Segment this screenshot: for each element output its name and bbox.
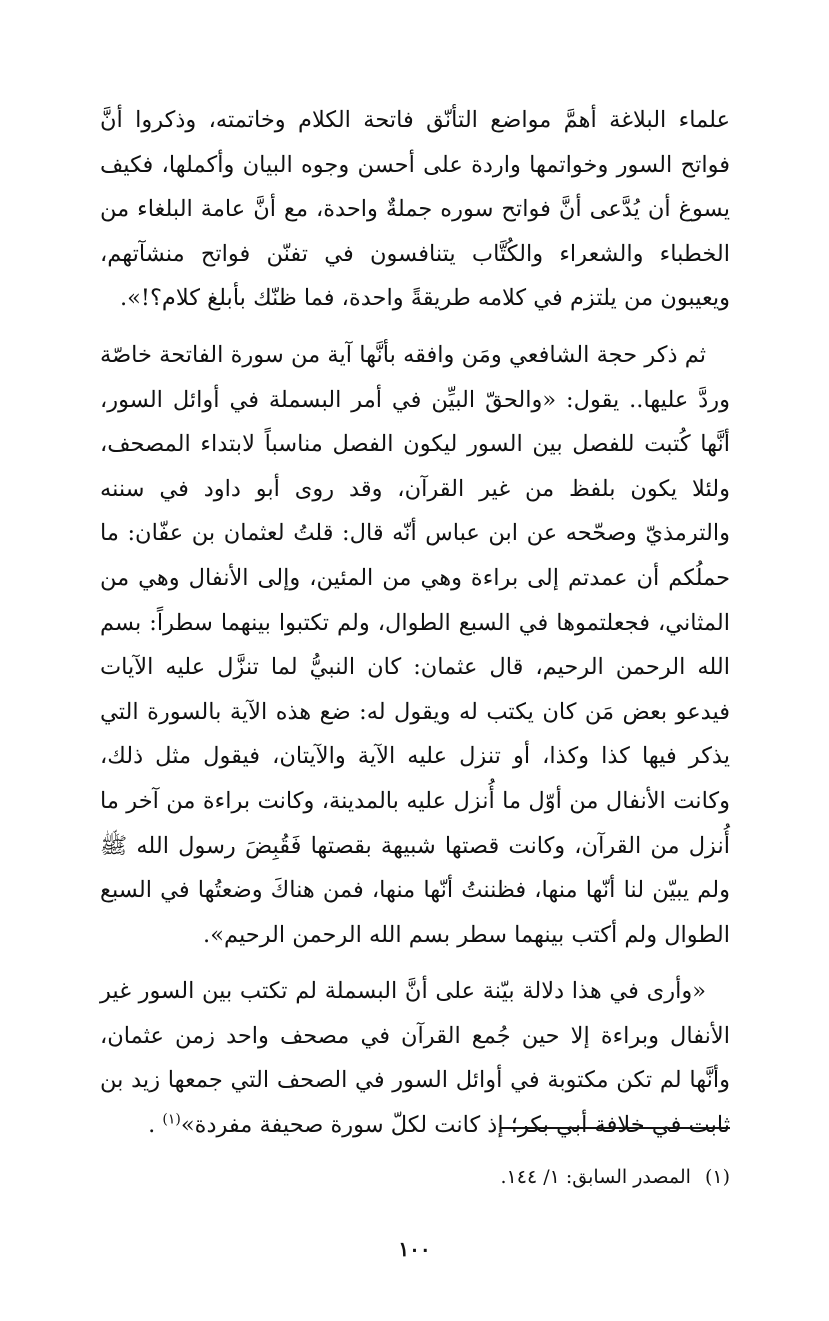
footnote <box>100 1162 730 1192</box>
main-text-block <box>100 98 730 1160</box>
paragraph-3-text: «وأرى في هذا دلالة بيّنة على أنَّ البسملة لم تكتب بين السور غير الأنفال وبراءة إلا حين جُمع القرآن في مصحف واحد زمن عثمان، وأنَّها لم تكن مكتوبة في أوائل السور في الصحف التي جمعها زيد بن ثابت في خلافة أبي بكر؛ إذ كانت لكلّ سورة صحيفة مفردة» <box>100 978 730 1139</box>
paragraph-continuation <box>100 98 730 321</box>
paragraph-1-text: علماء البلاغة أهمَّ مواضع التأنّق فاتحة الكلام وخاتمته، وذكروا أنَّ فواتح السور وخواتمها واردة على أحسن وجوه البيان وأكملها، فكيف يسوغ أن يُدَّعى أنَّ فواتح سوره جملةٌ واحدة، مع أنَّ عامة البلغاء من الخطباء والشعراء والكُتَّاب يتنافسون في تفنّن فواتح منشآتهم، ويعيبون من يلتزم في كلامه طريقةً واحدة، فما ظنّك بأبلغ كلام؟!». <box>100 107 730 312</box>
paragraph-shafii-argument <box>100 333 730 957</box>
footnote-separator <box>500 1127 730 1129</box>
footnote-reference: (١) <box>162 1111 181 1128</box>
paragraph-2-text: ثم ذكر حجة الشافعي ومَن وافقه بأنَّها آية من سورة الفاتحة خاصّة وردَّ عليها.. يقول: «والحقّ البيِّن في أمر البسملة في أوائل السور، أنَّها كُتبت للفصل بين السور ليكون الفصل مناسباً لابتداء المصحف، ولئلا يكون بلفظ من غير القرآن، وقد روى أبو داود في سننه والترمذيّ وصحّحه عن ابن عباس أنّه قال: قلتُ لعثمان بن عفّان: ما حملُكم أن عمدتم إلى براءة وهي من المئين، وإلى الأنفال وهي من المثاني، فجعلتموها في السبع الطوال، ولم تكتبوا بينهما سطراً: بسم الله الرحمن الرحيم، قال عثمان: كان النبيُّ لما تنزَّل عليه الآيات فيدعو بعض مَن كان يكتب له ويقول له: ضع هذه الآية بالسورة التي يذكر فيها كذا وكذا، أو تنزل عليه الآية والآيتان، فيقول مثل ذلك، وكانت الأنفال من أوّل ما أُنزل عليه بالمدينة، وكانت براءة من آخر ما أُنزل من القرآن، وكانت قصتها شبيهة بقصتها فَقُبِضَ رسول الله ﷺ ولم يبيّن لنا أنّها منها، فظننتُ أنّها منها، فمن هناكَ وضعتُها في السبع الطوال ولم أكتب بينهما سطر بسم الله الرحمن الرحيم». <box>100 341 730 948</box>
closing-period: . <box>148 1112 156 1139</box>
page-number: ١٠٠ <box>398 1237 431 1261</box>
footnote-number: (١) <box>704 1166 730 1188</box>
paragraph-basmala-conclusion <box>100 969 730 1147</box>
footnote-text: المصدر السابق: ١/ ١٤٤. <box>500 1166 691 1188</box>
